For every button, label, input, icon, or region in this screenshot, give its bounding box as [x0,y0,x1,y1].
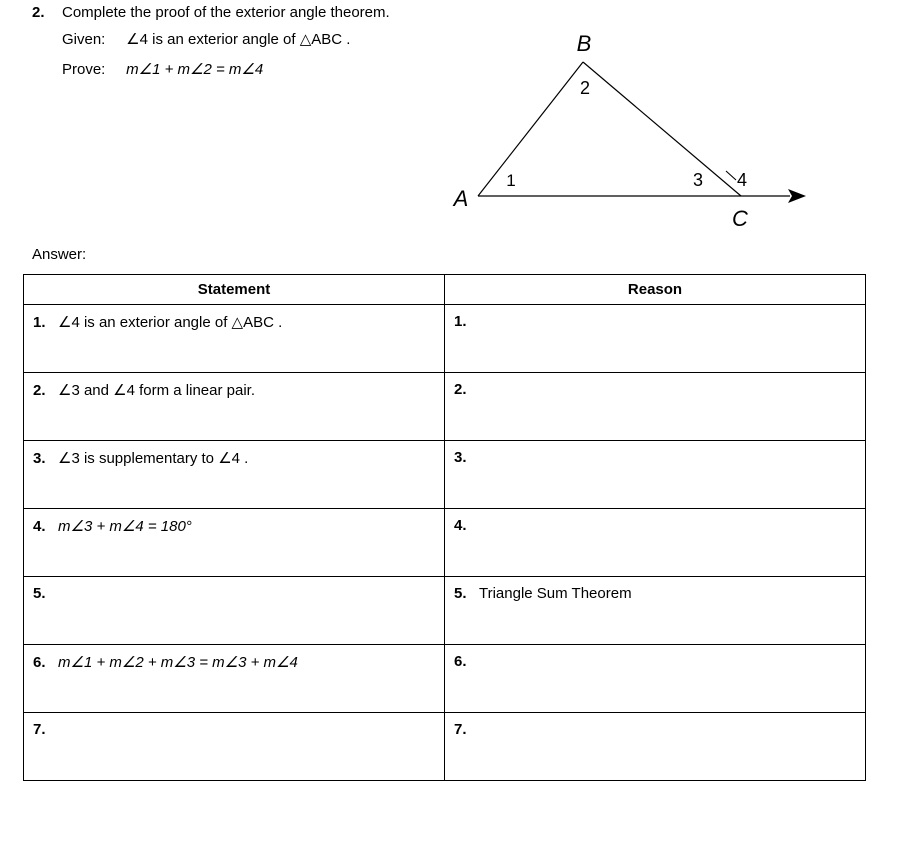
table-row [24,373,866,441]
statement-cell[interactable] [24,305,445,373]
prove-line [62,60,263,78]
angle-label-1: 1 [506,171,516,190]
statement-text: ∠3 and ∠4 form a linear pair. [58,382,255,399]
table-row [24,509,866,577]
statement-number: 7. [33,721,46,738]
triangle-figure [440,25,820,235]
reason-number: 1. [454,313,467,330]
side-bc [583,62,741,196]
table-header-row [24,275,866,305]
statement-text: ∠3 is supplementary to ∠4 . [58,450,249,467]
table-row [24,645,866,713]
reason-number: 3. [454,449,467,466]
problem-header [32,2,390,78]
prove-statement: m∠1 + m∠2 = m∠4 [126,61,264,78]
given-label: Given: [62,31,106,48]
table-row [24,305,866,373]
statement-text: m∠3 + m∠4 = 180° [58,518,192,535]
proof-table [23,274,866,781]
reason-cell[interactable] [445,645,866,713]
reason-number: 4. [454,517,467,534]
reason-cell[interactable] [445,305,866,373]
statement-cell[interactable] [24,645,445,713]
statement-number: 5. [33,585,46,602]
statement-cell[interactable] [24,713,445,781]
statement-header: Statement [24,275,445,305]
reason-number: 7. [454,721,467,738]
reason-header: Reason [445,275,866,305]
statement-number: 2. [33,382,46,399]
table-row [24,577,866,645]
statement-number: 4. [33,518,46,535]
statement-cell[interactable] [24,577,445,645]
statement-cell[interactable] [24,373,445,441]
statement-text: m∠1 + m∠2 + m∠3 = m∠3 + m∠4 [58,654,298,671]
angle-label-4: 4 [736,170,748,190]
vertex-label-c: C [732,206,748,231]
table-row [24,441,866,509]
reason-cell[interactable] [445,509,866,577]
reason-number: 2. [454,381,467,398]
given-line [62,30,350,48]
angle-label-3: 3 [692,170,704,190]
answer-label: Answer: [32,246,87,263]
given-statement: ∠4 is an exterior angle of △ABC . [126,31,351,48]
angle-4-tick [726,171,736,180]
problem-instruction: Complete the proof of the exterior angle theorem. [62,4,390,21]
statement-number: 6. [33,654,46,671]
ray-arrowhead [788,189,806,203]
table-row [24,713,866,781]
reason-cell[interactable] [445,441,866,509]
statement-cell[interactable] [24,441,445,509]
statement-number: 1. [33,314,46,331]
statement-text: ∠4 is an exterior angle of △ABC . [58,314,283,331]
statement-cell[interactable] [24,509,445,577]
prove-label: Prove: [62,61,106,78]
reason-cell[interactable] [445,373,866,441]
vertex-label-b: B [576,31,592,56]
statement-number: 3. [33,450,46,467]
reason-cell[interactable] [445,577,866,645]
reason-text: Triangle Sum Theorem [479,585,632,602]
reason-number: 6. [454,653,467,670]
angle-label-2: 2 [579,78,591,98]
reason-number: 5. [454,585,467,602]
vertex-label-a: A [453,186,469,211]
reason-cell[interactable] [445,713,866,781]
problem-number: 2. [32,4,45,21]
side-ab [478,62,583,196]
